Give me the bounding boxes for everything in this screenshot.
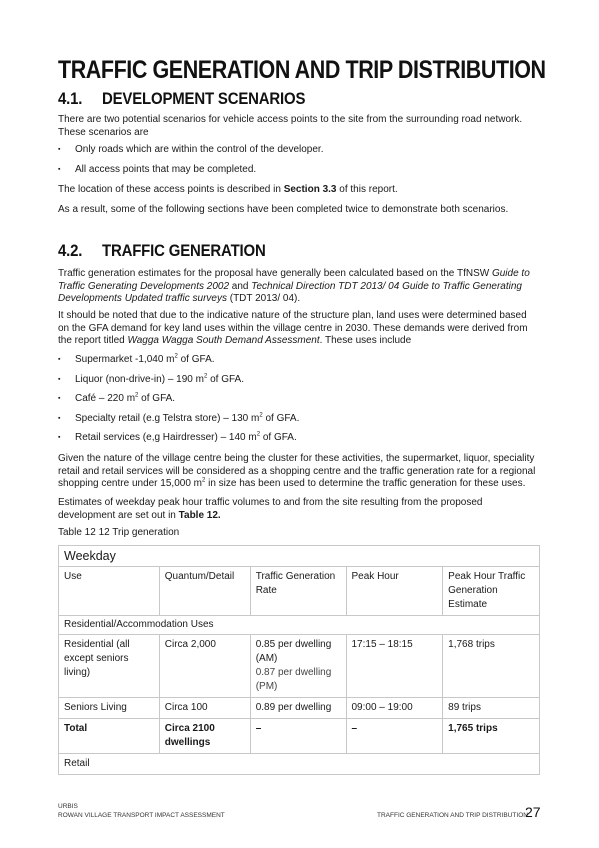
list-item: ▪ Liquor (non-drive-in) – 190 $m^2$ of GFA. <box>58 374 540 387</box>
table-cell: Circa 2,000 <box>159 635 250 698</box>
text-run: . These uses include <box>319 335 412 346</box>
table-cell: – <box>250 719 346 754</box>
footer-section-title: TRAFFIC GENERATION AND TRIP DISTRIBUTION <box>377 812 528 819</box>
table-cell: 89 trips <box>443 698 540 719</box>
land-use-list <box>58 354 540 445</box>
estimates-paragraph <box>58 497 540 522</box>
column-header: Use <box>59 567 160 616</box>
text-run: Given the nature of the village centre being the cluster for these activities, the supermarket, liquor, speciality retail and retail services will be considered as a shopping centre and the traffic generation rate for a regional shopping centre under 15,000 m <box>58 453 536 489</box>
list-item: ▪ Specialty retail (e.g Telstra store) – 130 $m^2$ of GFA. <box>58 413 540 426</box>
table-row <box>59 698 540 719</box>
text-run: (TDT 2013/ 04). <box>226 293 301 304</box>
text-run: Estimates of weekday peak hour traffic volumes to and from the site resulting from the proposed development are set out in <box>58 497 483 521</box>
section-row-label: Retail <box>59 754 540 775</box>
trip-generation-table <box>58 545 540 775</box>
table-row <box>59 754 540 775</box>
list-item: ▪ All access points that may be completed. <box>58 164 540 177</box>
section-number: 4.1. <box>58 89 83 108</box>
section-title: TRAFFIC GENERATION <box>102 241 266 260</box>
text-run: The location of these access points is described in <box>58 184 284 195</box>
report-title: Wagga Wagga South Demand Assessment <box>127 335 320 346</box>
table-reference: Table 12. <box>178 509 221 521</box>
section-row-label: Residential/Accommodation Uses <box>59 616 540 635</box>
superscript: 2 <box>202 477 206 484</box>
table-cell: Total <box>59 719 160 754</box>
table-cell: 1,765 trips <box>443 719 540 754</box>
table-cell: Seniors Living <box>59 698 160 719</box>
scenarios-intro: There are two potential scenarios for vehicle access points to the site from the surrounding road network. These scenarios are <box>58 114 523 138</box>
section-4-1-heading <box>58 89 482 109</box>
table-row <box>59 546 540 567</box>
table-cell: 09:00 – 19:00 <box>346 698 443 719</box>
text-run: It should be noted that due to the indicative nature of the structure plan, land uses were determined based on the GFA demand for key land uses within the village centre in 2030. These demands were derived from the report titled <box>58 310 528 346</box>
table-cell: 17:15 – 18:15 <box>346 635 443 698</box>
access-location-paragraph <box>58 184 540 197</box>
weekday-label: Weekday <box>59 546 540 567</box>
traffic-estimates-paragraph <box>58 268 540 306</box>
table-row <box>59 616 540 635</box>
list-item: ▪ Retail services (e,g Hairdresser) – 140 $m^2$ of GFA. <box>58 432 540 445</box>
list-item: ▪ Supermarket -1,040 $m^2$ of GFA. <box>58 354 540 367</box>
footer-org: URBIS <box>58 803 78 810</box>
section-number: 4.2. <box>58 241 83 260</box>
page-number: 27 <box>525 804 541 820</box>
land-use-paragraph <box>58 310 540 348</box>
table-total-row <box>59 719 540 754</box>
section-title: DEVELOPMENT SCENARIOS <box>102 89 306 108</box>
rate-pm: 0.87 per dwelling (PM) <box>255 667 332 692</box>
table-cell: Residential (all except seniors living) <box>59 635 160 698</box>
text-run: Traffic generation estimates for the proposal have generally been calculated based on the TfNSW <box>58 268 492 279</box>
table-caption: Table 12 12 Trip generation <box>58 527 180 538</box>
guide-title: Guide to Traffic Generating Developments 2002 <box>58 268 530 292</box>
technical-direction-title: Technical Direction TDT 2013/ 04 Guide to Traffic Generating Developments Updated traffic surveys <box>58 280 522 304</box>
section-reference: Section 3.3 <box>283 184 337 195</box>
table-cell: 1,768 trips <box>443 635 540 698</box>
table-cell: Circa 100 <box>159 698 250 719</box>
text-run: in size has been used to determine the traffic generation for these uses. <box>205 478 526 489</box>
column-header: Peak Hour Traffic Generation Estimate <box>443 567 540 616</box>
table-cell: 0.89 per dwelling <box>250 698 346 719</box>
column-header: Quantum/Detail <box>159 567 250 616</box>
column-header: Peak Hour <box>346 567 443 616</box>
section-4-2-heading <box>58 241 482 261</box>
table-cell: – <box>346 719 443 754</box>
result-paragraph: As a result, some of the following sections have been completed twice to demonstrate both scenarios. <box>58 204 509 215</box>
list-item: ▪ Only roads which are within the control of the developer. <box>58 144 540 157</box>
footer-document-title: ROWAN VILLAGE TRANSPORT IMPACT ASSESSMENT <box>58 812 225 819</box>
table-cell: Circa 2100 dwellings <box>159 719 250 754</box>
column-header: Traffic Generation Rate <box>250 567 346 616</box>
scenario-list <box>58 144 540 176</box>
chapter-heading: TRAFFIC GENERATION AND TRIP DISTRIBUTION <box>58 56 546 84</box>
list-item: ▪ Café – 220 $m^2$ of GFA. <box>58 393 540 406</box>
text-run: of this report. <box>336 184 398 195</box>
shopping-centre-paragraph <box>58 453 540 491</box>
rate-am: 0.85 per dwelling (AM) <box>255 639 332 664</box>
table-row <box>59 635 540 698</box>
table-cell <box>250 635 346 698</box>
text-run: and <box>229 280 252 292</box>
table-header-row <box>59 567 540 616</box>
